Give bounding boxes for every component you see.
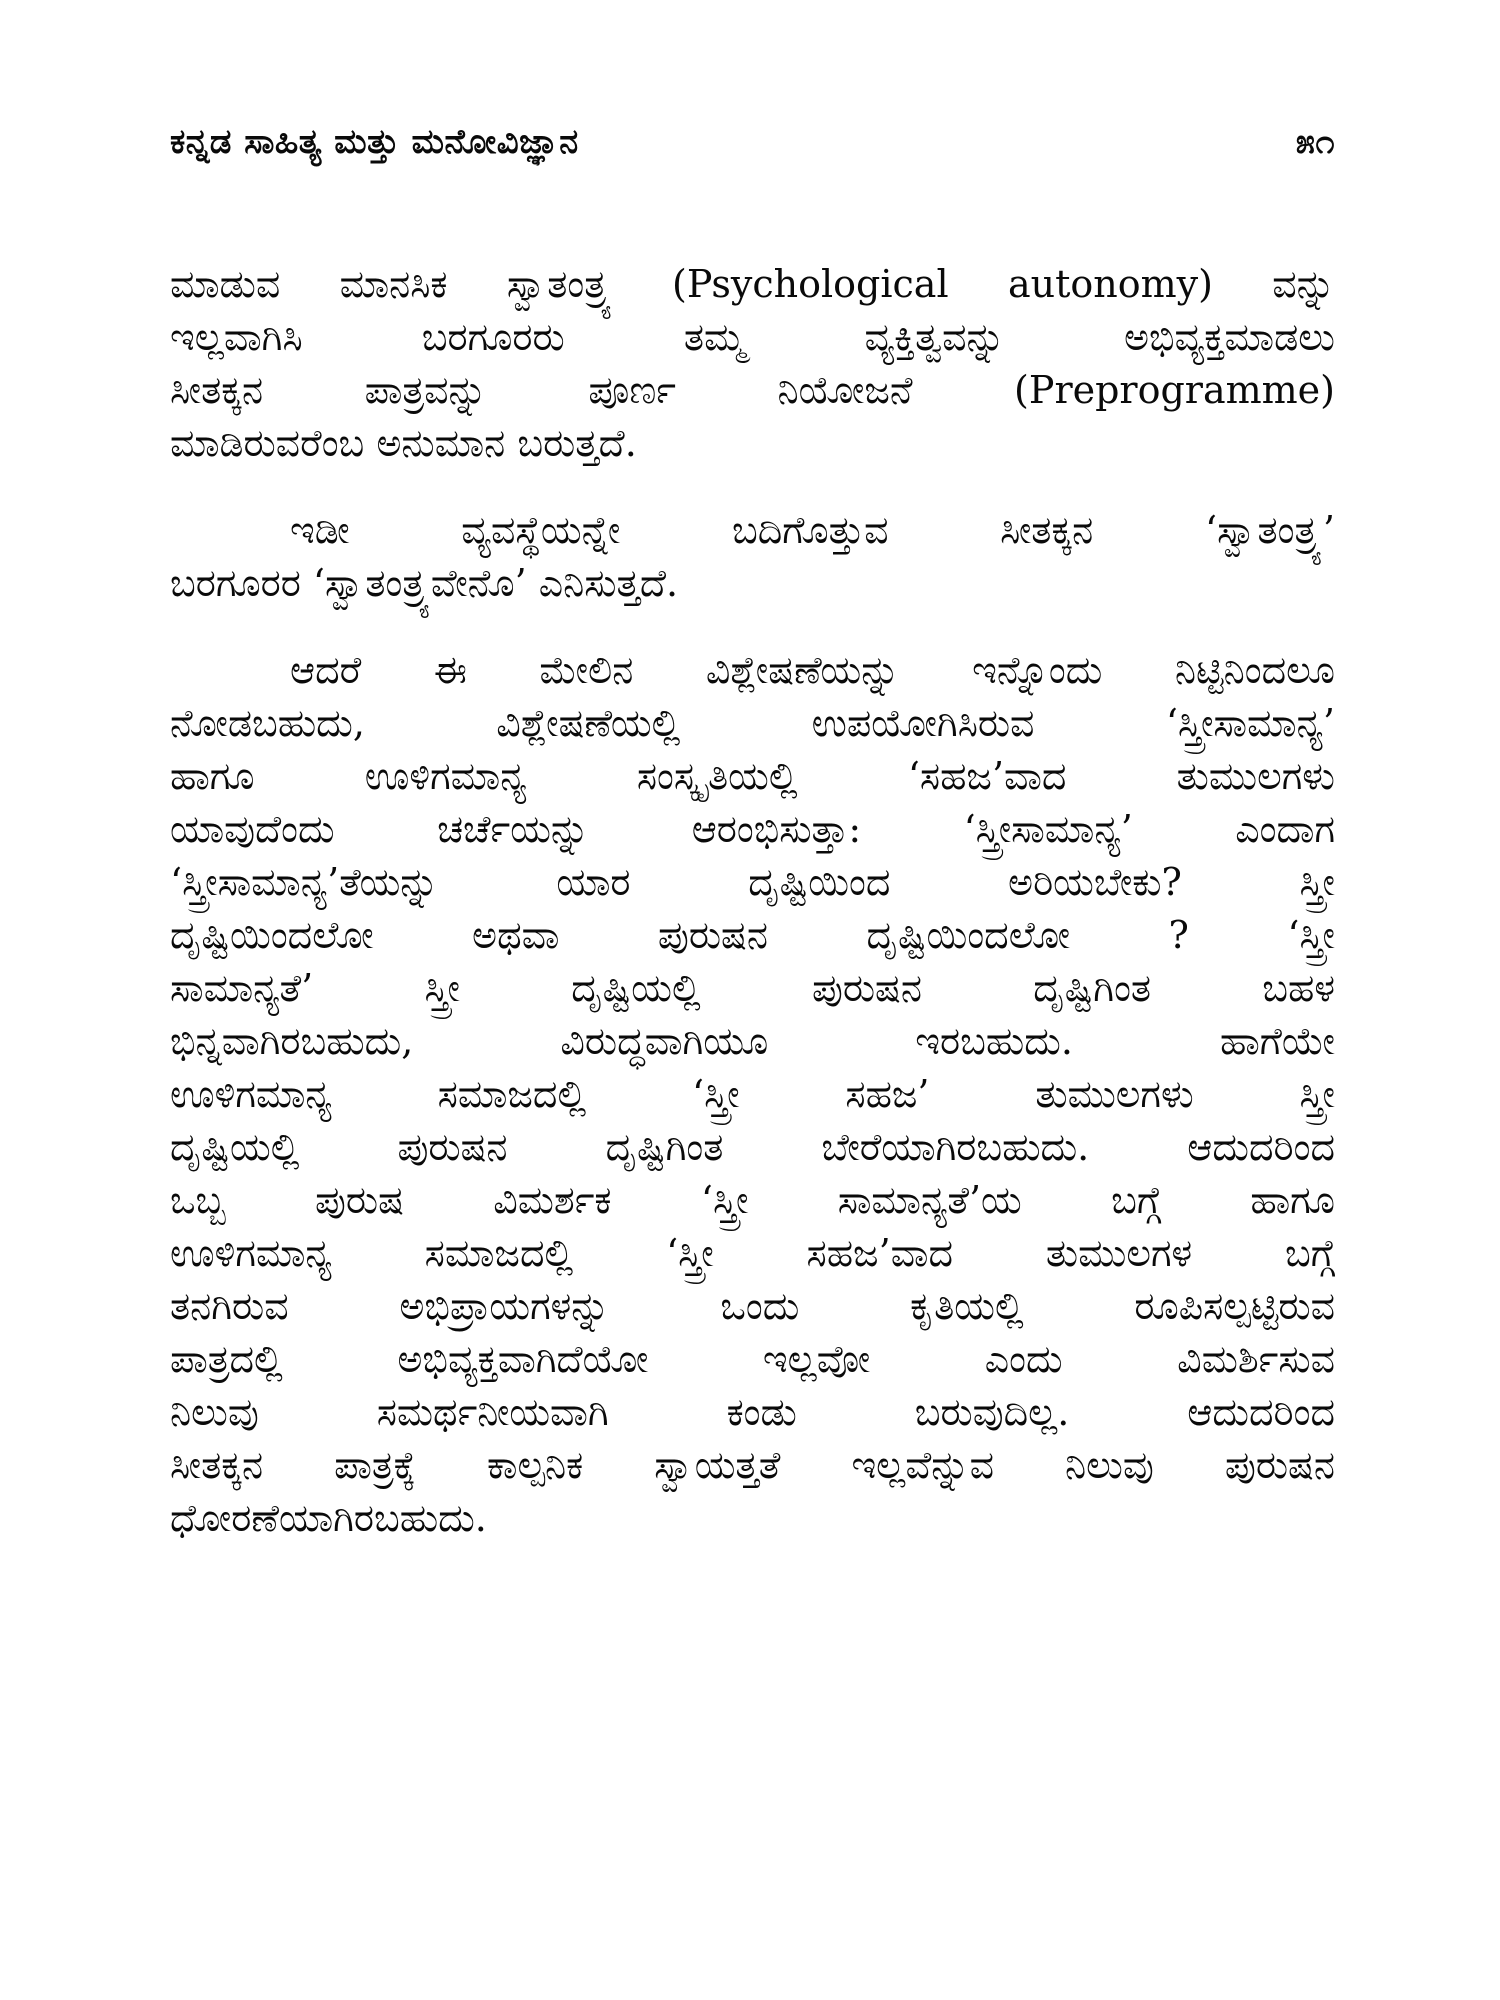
text-line: ಇಲ್ಲವಾಗಿಸಿ ಬರಗೂರರು ತಮ್ಮ ವ್ಯಕ್ತಿತ್ವವನ್ನು ಅಭಿವ್ಯಕ್ತಮಾಡಲು bbox=[170, 315, 1335, 359]
running-header bbox=[170, 122, 1335, 162]
text-line: ಮಾಡುವ ಮಾನಸಿಕ ಸ್ವಾತಂತ್ರ್ಯ (Psychological autonomy) ವನ್ನು bbox=[170, 262, 1335, 306]
text-line: ಸೀತಕ್ಕನ ಪಾತ್ರಕ್ಕೆ ಕಾಲ್ಪನಿಕ ಸ್ವಾಯತ್ತತೆ ಇಲ್ಲವೆನ್ನುವ ನಿಲುವು ಪುರುಷನ bbox=[170, 1443, 1335, 1487]
text-line: ‘ಸ್ತ್ರೀಸಾಮಾನ್ಯ’ತೆಯನ್ನು ಯಾರ ದೃಷ್ಟಿಯಿಂದ ಅರಿಯಬೇಕು? ಸ್ತ್ರೀ bbox=[170, 860, 1335, 904]
text-line: ಭಿನ್ನವಾಗಿರಬಹುದು, ವಿರುದ್ಧವಾಗಿಯೂ ಇರಬಹುದು. ಹಾಗೆಯೇ bbox=[170, 1019, 1335, 1063]
text-line: ಇಡೀ ವ್ಯವಸ್ಥೆಯನ್ನೇ ಬದಿಗೊತ್ತುವ ಸೀತಕ್ಕನ ‘ಸ್ವಾತಂತ್ರ್ಯ’ bbox=[290, 508, 1335, 552]
text-line: ಊಳಿಗಮಾನ್ಯ ಸಮಾಜದಲ್ಲಿ ‘ಸ್ತ್ರೀ ಸಹಜ’ವಾದ ತುಮುಲಗಳ ಬಗ್ಗೆ bbox=[170, 1231, 1335, 1275]
text-line: ಊಳಿಗಮಾನ್ಯ ಸಮಾಜದಲ್ಲಿ ‘ಸ್ತ್ರೀ ಸಹಜ’ ತುಮುಲಗಳು ಸ್ತ್ರೀ bbox=[170, 1072, 1335, 1116]
text-line: ಸೀತಕ್ಕನ ಪಾತ್ರವನ್ನು ಪೂರ್ಣ ನಿಯೋಜನೆ (Preprogramme) bbox=[170, 368, 1335, 412]
text-line: ಪಾತ್ರದಲ್ಲಿ ಅಭಿವ್ಯಕ್ತವಾಗಿದೆಯೋ ಇಲ್ಲವೋ ಎಂದು ವಿಮರ್ಶಿಸುವ bbox=[170, 1337, 1335, 1381]
text-line: ನಿಲುವು ಸಮರ್ಥನೀಯವಾಗಿ ಕಂಡು ಬರುವುದಿಲ್ಲ. ಆದುದರಿಂದ bbox=[170, 1390, 1335, 1434]
text-line: ಒಬ್ಬ ಪುರುಷ ವಿಮರ್ಶಕ ‘ಸ್ತ್ರೀ ಸಾಮಾನ್ಯತೆ’ಯ ಬಗ್ಗೆ ಹಾಗೂ bbox=[170, 1178, 1335, 1222]
text-line: ಮಾಡಿರುವರೆಂಬ ಅನುಮಾನ ಬರುತ್ತದೆ. bbox=[170, 421, 637, 465]
text-line: ನೋಡಬಹುದು, ವಿಶ್ಲೇಷಣೆಯಲ್ಲಿ ಉಪಯೋಗಿಸಿರುವ ‘ಸ್ತ್ರೀಸಾಮಾನ್ಯ’ bbox=[170, 701, 1335, 745]
text-line: ಆದರೆ ಈ ಮೇಲಿನ ವಿಶ್ಲೇಷಣೆಯನ್ನು ಇನ್ನೊಂದು ನಿಟ್ಟಿನಿಂದಲೂ bbox=[290, 648, 1335, 692]
text-line: ದೃಷ್ಟಿಯಲ್ಲಿ ಪುರುಷನ ದೃಷ್ಟಿಗಿಂತ ಬೇರೆಯಾಗಿರಬಹುದು. ಆದುದರಿಂದ bbox=[170, 1125, 1335, 1169]
text-line: ಧೋರಣೆಯಾಗಿರಬಹುದು. bbox=[170, 1496, 487, 1540]
running-title: ಕನ್ನಡ ಸಾಹಿತ್ಯ ಮತ್ತು ಮನೋವಿಜ್ಞಾನ bbox=[170, 122, 579, 162]
text-line: ಸಾಮಾನ್ಯತೆ’ ಸ್ತ್ರೀ ದೃಷ್ಟಿಯಲ್ಲಿ ಪುರುಷನ ದೃಷ್ಟಿಗಿಂತ ಬಹಳ bbox=[170, 966, 1335, 1010]
paragraph-1 bbox=[170, 258, 1335, 470]
text-line: ದೃಷ್ಟಿಯಿಂದಲೋ ಅಥವಾ ಪುರುಷನ ದೃಷ್ಟಿಯಿಂದಲೋ ? ‘ಸ್ತ್ರೀ bbox=[170, 913, 1335, 957]
paragraph-3 bbox=[170, 644, 1335, 1545]
text-line: ತನಗಿರುವ ಅಭಿಪ್ರಾಯಗಳನ್ನು ಒಂದು ಕೃತಿಯಲ್ಲಿ ರೂಪಿಸಲ್ಪಟ್ಟಿರುವ bbox=[170, 1284, 1335, 1328]
text-line: ಹಾಗೂ ಊಳಿಗಮಾನ್ಯ ಸಂಸ್ಕೃತಿಯಲ್ಲಿ ‘ಸಹಜ’ವಾದ ತುಮುಲಗಳು bbox=[170, 754, 1335, 798]
page-number: ೫೧ bbox=[1295, 122, 1335, 162]
text-line: ಯಾವುದೆಂದು ಚರ್ಚೆಯನ್ನು ಆರಂಭಿಸುತ್ತಾ: ‘ಸ್ತ್ರೀಸಾಮಾನ್ಯ’ ಎಂದಾಗ bbox=[170, 807, 1335, 851]
page-body bbox=[170, 258, 1335, 1545]
text-line: ಬರಗೂರರ ‘ಸ್ವಾತಂತ್ರ್ಯವೇನೊ’ ಎನಿಸುತ್ತದೆ. bbox=[170, 561, 679, 605]
paragraph-2 bbox=[170, 504, 1335, 610]
